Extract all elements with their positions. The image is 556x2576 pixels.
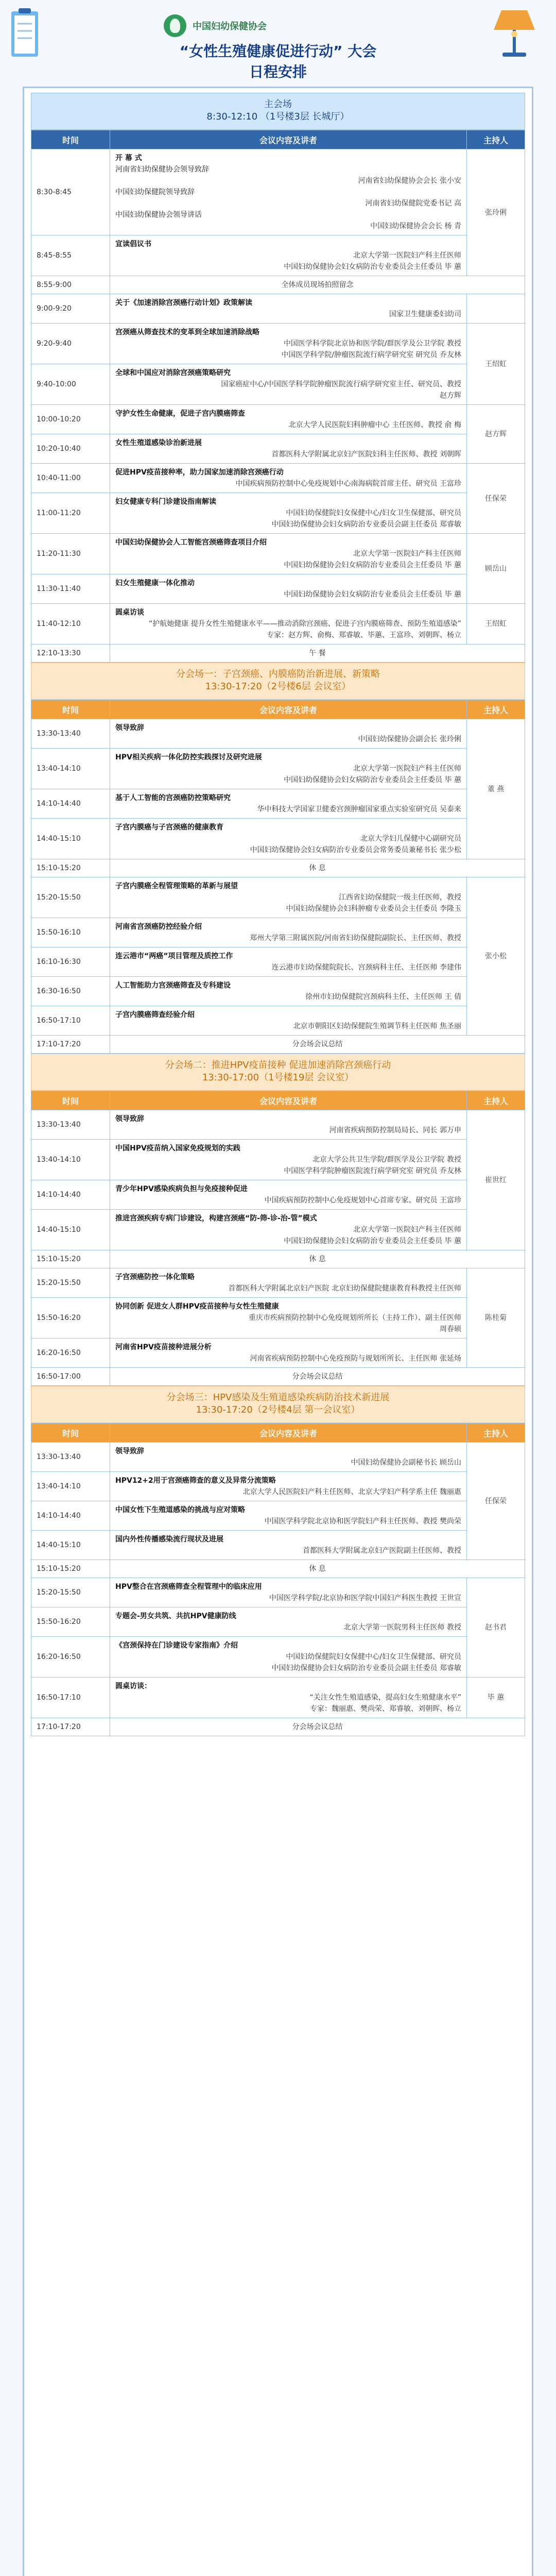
main-forum-info: 8:30-12:10 （1号楼3层 长城厅）	[206, 111, 350, 122]
table-header-row	[31, 130, 525, 149]
speaker-line: 国家卫生健康委妇幼司	[389, 310, 461, 318]
speaker-line: 中国医学科学院北京协和医学院妇产科主任医师、教授 樊尚荣	[264, 1517, 461, 1526]
session-time: 15:50-16:20	[31, 1607, 110, 1637]
speaker-line: 中国妇幼保健协会妇女病防治专业委员会主任委员 毕 蕙	[284, 590, 461, 599]
speaker-line: 首都医科大学附属北京妇产医院副主任医师、教授	[303, 1547, 461, 1555]
session-topic: 领导致辞	[115, 1115, 144, 1123]
table-row	[31, 276, 525, 294]
session-content	[110, 324, 467, 364]
session-time: 13:40-14:10	[31, 749, 110, 789]
session-content	[110, 1718, 525, 1736]
session-time: 13:40-14:10	[31, 1472, 110, 1501]
session-topic: 中国妇幼保健协会人工智能宫颈癌筛查项目介绍	[115, 538, 267, 547]
table-row	[31, 493, 525, 534]
table-row	[31, 719, 525, 749]
sub-forum-1-title: 分会场一：子宫颈癌、内膜癌防治新进展、新策略	[176, 669, 380, 680]
session-topic: 女性生殖道感染诊治新进展	[115, 439, 202, 447]
table-row	[31, 1180, 525, 1210]
session-host: 张小松	[467, 877, 525, 1036]
session-content	[110, 405, 467, 434]
session-content	[110, 534, 467, 574]
sub-forum-1-rows	[31, 719, 525, 1054]
session-host: 张玲俐	[467, 149, 525, 276]
speaker-line: 中国妇幼保健协会会长 杨 青	[370, 222, 461, 230]
col-host: 主持人	[467, 1423, 525, 1443]
table-row	[31, 1443, 525, 1472]
main-forum-header	[31, 93, 525, 130]
session-topic: 宫颈癌从筛查技术的变革到全球加速消除战略	[115, 328, 259, 336]
main-forum-table	[31, 130, 525, 663]
session-content	[110, 947, 467, 977]
session-content	[110, 604, 467, 645]
session-topic: 专题会-男女共筑、共抗HPV健康防线	[115, 1612, 236, 1620]
speaker-line: 中国妇幼保健协会妇女病防治专业委员会主任委员 毕 蕙	[284, 776, 461, 784]
session-topic: 守护女性生命健康，促进子宫内膜癌筛查	[115, 410, 245, 418]
speaker-line: 周春硕	[440, 1325, 461, 1333]
session-content	[110, 1268, 467, 1298]
speaker-line: 北京大学公共卫生学院/群医学及公卫学院 教授	[312, 1156, 461, 1164]
speaker-line: 中国疾病预防控制中心免疫规划中心南海病院首席主任、研究员 王富珍	[235, 480, 461, 488]
session-content	[110, 1006, 467, 1036]
session-time: 9:20-9:40	[31, 324, 110, 364]
speaker-line: “护航她健康 提升女性生殖健康水平——推动消除宫颈癌、促进子宫内膜癌筛查、预防生殖道感染”	[149, 620, 461, 628]
table-row	[31, 324, 525, 364]
session-host: 任保荣	[467, 464, 525, 534]
session-note: 休 息	[309, 1565, 326, 1573]
session-topic: 圆桌访谈：	[115, 1682, 151, 1690]
session-host: 董 燕	[467, 719, 525, 859]
session-topic: 妇女健康专科门诊建设指南解读	[115, 498, 216, 506]
speaker-line: 中国疾病预防控制中心免疫规划中心首席专家、研究员 王富珍	[264, 1196, 461, 1205]
table-row	[31, 574, 525, 604]
speaker-line: 北京大学第一医院妇产科主任医师	[353, 550, 461, 558]
table-row	[31, 1472, 525, 1501]
table-row	[31, 1250, 525, 1268]
session-time: 16:50-17:00	[31, 1368, 110, 1386]
col-content: 会议内容及讲者	[110, 700, 467, 719]
table-row	[31, 149, 525, 235]
desk-lamp-icon	[486, 5, 548, 62]
session-content	[110, 977, 467, 1006]
table-row	[31, 1718, 525, 1736]
speaker-line: 重庆市疾病预防控制中心免疫规划所所长（主持工作）、副主任医师	[249, 1314, 461, 1322]
speaker-line: 北京大学妇儿保健中心副研究员	[360, 835, 461, 843]
session-content	[110, 1368, 525, 1386]
session-topic: 宣读倡议书	[115, 240, 151, 248]
session-time: 15:50-16:20	[31, 1298, 110, 1338]
sub-forum-3-table	[31, 1423, 525, 1736]
session-host: 王绍虹	[467, 604, 525, 645]
session-time: 13:30-13:40	[31, 1110, 110, 1140]
session-content	[110, 749, 467, 789]
table-row	[31, 1607, 525, 1637]
session-time: 13:30-13:40	[31, 1443, 110, 1472]
sub-forum-2-table	[31, 1091, 525, 1386]
speaker-line: 首都医科大学附属北京妇产医院妇科主任医师、教授 刘朝晖	[271, 450, 461, 459]
session-content	[110, 434, 467, 464]
table-row	[31, 364, 525, 405]
table-row	[31, 918, 525, 947]
session-time: 13:30-13:40	[31, 719, 110, 749]
session-time: 10:20-10:40	[31, 434, 110, 464]
session-topic: 开 幕 式	[115, 154, 142, 162]
session-content	[110, 1298, 467, 1338]
session-time: 14:40-15:10	[31, 1531, 110, 1560]
col-time: 时间	[31, 1423, 110, 1443]
speaker-line: 郑州大学第三附属医院/河南省妇幼保健院副院长、主任医师、教授	[250, 934, 461, 942]
page-title: “女性生殖健康促进行动” 大会	[179, 43, 377, 60]
table-row	[31, 1531, 525, 1560]
session-topic: 中国女性下生殖道感染的挑战与应对策略	[115, 1506, 245, 1514]
session-topic: 青少年HPV感染疾病负担与免疫接种促进	[115, 1185, 248, 1193]
table-row	[31, 1501, 525, 1531]
col-content: 会议内容及讲者	[110, 1091, 467, 1110]
speaker-line: 专家：魏丽惠、樊尚荣、郑睿敏、刘朝晖、杨立	[310, 1705, 461, 1713]
table-row	[31, 1368, 525, 1386]
sub-forum-3-info: 13:30-17:20（2号楼4层 第一会议室）	[196, 1404, 360, 1415]
session-time: 10:40-11:00	[31, 464, 110, 493]
table-row	[31, 645, 525, 663]
session-content	[110, 1677, 467, 1718]
speaker-line: 北京大学第一医院妇产科主任医师	[353, 1226, 461, 1234]
session-time: 15:50-16:10	[31, 918, 110, 947]
sub-forum-3-rows	[31, 1443, 525, 1736]
speaker-line: 连云港市妇幼保健院院长、宫颈病科主任、主任医师 李建伟	[271, 963, 461, 972]
session-time: 14:10-14:40	[31, 1501, 110, 1531]
session-topic: 推进宫颈疾病专病门诊建设，构建宫颈癌“防-筛-诊-治-管”模式	[115, 1214, 317, 1223]
speaker-line: 河南省妇幼保健协会领导致辞	[115, 165, 209, 174]
session-topic: HPV相关疾病一体化防控实践探讨及研究进展	[115, 753, 262, 761]
table-row	[31, 1110, 525, 1140]
header	[0, 0, 556, 80]
speaker-line: 国家癌症中心/中国医学科学院肿瘤医院流行病学研究室主任、研究员、教授	[221, 380, 461, 388]
session-topic: 连云港市“两癌”项目管理及质控工作	[115, 952, 233, 960]
org-name: 中国妇幼保健协会	[193, 21, 267, 32]
session-note: 午 餐	[309, 649, 326, 657]
speaker-line: 中国妇幼保健协会妇女病防治专业委员会常务委员兼秘书长 张少松	[250, 846, 461, 854]
sub-forum-1-info: 13:30-17:20（2号楼6层 会议室）	[205, 681, 351, 692]
session-content	[110, 859, 525, 877]
speaker-line: 中国妇幼保健院妇女保健中心/妇女卫生保健部、研究员	[286, 1653, 461, 1661]
col-time: 时间	[31, 1091, 110, 1110]
table-row	[31, 859, 525, 877]
session-topic: 国内外性传播感染流行现状及进展	[115, 1535, 223, 1544]
sub-forum-3-title: 分会场三：HPV感染及生殖道感染疾病防治技术新进展	[166, 1392, 390, 1403]
speaker-line: 河南省疾病预防控制局局长、同长 郭万申	[329, 1126, 461, 1134]
session-topic: 基于人工智能的宫颈癌防控策略研究	[115, 794, 231, 802]
session-time: 11:40-12:10	[31, 604, 110, 645]
speaker-line: 专家：赵方辉、俞梅、郑睿敏、毕蕙、王富珍、刘朝晖、杨立	[267, 631, 461, 639]
main-forum-rows	[31, 149, 525, 663]
speaker-line: 中国妇幼保健协会妇女病防治专业委员会主任委员 毕 蕙	[284, 263, 461, 271]
session-host: 顾岳山	[467, 534, 525, 604]
session-content	[110, 1501, 467, 1531]
session-time: 8:55-9:00	[31, 276, 110, 294]
table-row	[31, 947, 525, 977]
speaker-line: 中国妇幼保健协会妇女病防治专业委员会主任委员 毕 蕙	[284, 1237, 461, 1245]
session-time: 16:30-16:50	[31, 977, 110, 1006]
schedule-content	[31, 93, 525, 2576]
session-host: 崔世红	[467, 1110, 525, 1250]
col-time: 时间	[31, 130, 110, 149]
col-host: 主持人	[467, 1091, 525, 1110]
session-content	[110, 1140, 467, 1180]
session-content	[110, 464, 467, 493]
session-note: 全体成员现场拍照留念	[281, 281, 354, 289]
table-header-row	[31, 1091, 525, 1110]
sub-forum-1-header	[31, 663, 525, 700]
speaker-line: 北京大学第一医院妇产科主任医师	[353, 251, 461, 260]
session-content	[110, 819, 467, 859]
session-topic: 《宫颈保持在门诊建设专家指南》介绍	[115, 1641, 238, 1650]
table-row	[31, 1298, 525, 1338]
speaker-line: 河南省妇幼保健协会会长 张小安	[358, 177, 461, 185]
speaker-line: 中国妇幼保健协会副会长 张玲俐	[358, 735, 461, 743]
col-host: 主持人	[467, 130, 525, 149]
speaker-line: 中国妇幼保健协会妇女病防治专业委员会副主任委员 郑睿敏	[271, 520, 461, 529]
speaker-line: 徐州市妇幼保健院宫颈病科主任、主任医师 王 倩	[305, 993, 461, 1001]
session-time: 8:30-8:45	[31, 149, 110, 235]
session-topic: 全球和中国应对消除宫颈癌策略研究	[115, 369, 231, 377]
session-content	[110, 276, 525, 294]
table-row	[31, 235, 525, 276]
session-time: 13:40-14:10	[31, 1140, 110, 1180]
session-host: 王绍虹	[467, 324, 525, 405]
session-time: 11:20-11:30	[31, 534, 110, 574]
session-host: 赵书君	[467, 1578, 525, 1677]
table-row	[31, 819, 525, 859]
table-row	[31, 534, 525, 574]
table-row	[31, 294, 525, 324]
session-topic: HPV整合在宫颈癌筛查全程管理中的临床应用	[115, 1583, 262, 1591]
session-content	[110, 1578, 467, 1607]
session-time: 16:20-16:50	[31, 1637, 110, 1677]
session-content	[110, 574, 467, 604]
session-time: 15:10-15:20	[31, 1560, 110, 1578]
session-topic: 河南省HPV疫苗接种进展分析	[115, 1343, 212, 1351]
speaker-line: 中国医学科学院北京协和医学院/群医学及公卫学院 教授	[283, 340, 461, 348]
speaker-line: 中国妇幼保健协会妇女病防治专业委员会副主任委员 郑睿敏	[271, 1664, 461, 1672]
speaker-line: 北京大学人民医院妇科肿瘤中心 主任医师、教授 俞 梅	[288, 421, 461, 429]
session-content	[110, 1036, 525, 1054]
session-topic: 子宫内膜癌筛查经验介绍	[115, 1011, 195, 1019]
session-topic: 子宫内膜癌全程管理策略的革新与展望	[115, 882, 238, 890]
table-row	[31, 877, 525, 918]
speaker-line: 中国妇幼保健院领导致辞	[115, 188, 195, 196]
table-row	[31, 1036, 525, 1054]
session-content	[110, 493, 467, 534]
session-content	[110, 719, 467, 749]
session-content	[110, 645, 525, 663]
session-content	[110, 918, 467, 947]
session-time: 15:20-15:50	[31, 1268, 110, 1298]
session-time: 8:45-8:55	[31, 235, 110, 276]
col-content: 会议内容及讲者	[110, 130, 467, 149]
speaker-line: 河南省妇幼保健院党委书记 高	[365, 199, 461, 208]
session-time: 10:00-10:20	[31, 405, 110, 434]
speaker-line: 北京大学第一医院妇产科主任医师	[353, 765, 461, 773]
session-topic: 中国HPV疫苗纳入国家免疫规划的实践	[115, 1144, 240, 1153]
session-topic: HPV12+2用于宫颈癌筛查的意义及异常分流策略	[115, 1477, 276, 1485]
sub-forum-3-header	[31, 1386, 525, 1423]
session-content	[110, 1607, 467, 1637]
session-topic: 子宫颈癌防控一体化策略	[115, 1273, 195, 1281]
speaker-line: 赵方辉	[440, 392, 461, 400]
speaker-line: “关注女性生殖道感染，提高妇女生殖健康水平”	[309, 1693, 461, 1702]
session-note: 休 息	[309, 864, 326, 872]
session-topic: 子宫内膜癌与子宫颈癌的健康教育	[115, 823, 223, 832]
session-time: 14:40-15:10	[31, 1210, 110, 1250]
speaker-line: 华中科技大学国家卫健委宫颈肿瘤国家重点实验室研究员 吴泰来	[257, 805, 461, 814]
table-row	[31, 977, 525, 1006]
session-content	[110, 877, 467, 918]
session-content	[110, 1110, 467, 1140]
col-content: 会议内容及讲者	[110, 1423, 467, 1443]
sub-forum-2-rows	[31, 1110, 525, 1386]
table-row	[31, 1637, 525, 1677]
session-content	[110, 1180, 467, 1210]
speaker-line: 中国妇幼保健协会妇科肿瘤专业委员会主任委员 李隆玉	[286, 905, 461, 913]
session-content	[110, 1560, 525, 1578]
session-content	[110, 1443, 467, 1472]
speaker-line: 中国医学科学院肿瘤医院流行病学研究室 研究员 乔友林	[284, 1167, 461, 1175]
session-time: 11:30-11:40	[31, 574, 110, 604]
session-content	[110, 235, 467, 276]
session-time: 15:20-15:50	[31, 877, 110, 918]
session-topic: 河南省宫颈癌防控经验介绍	[115, 923, 202, 931]
table-row	[31, 1006, 525, 1036]
sub-forum-2-title: 分会场二：推进HPV疫苗接种 促进加速消除宫颈癌行动	[165, 1060, 391, 1071]
session-topic: 人工智能助力宫颈癌筛查及专科建设	[115, 981, 231, 990]
session-content	[110, 1338, 467, 1368]
speaker-line: 北京大学人民医院妇产科主任医师、北京大学妇产科学系主任 魏丽惠	[242, 1488, 461, 1496]
session-topic: 关于《加速消除宫颈癌行动计划》政策解读	[115, 299, 252, 307]
table-row	[31, 789, 525, 819]
session-content	[110, 1531, 467, 1560]
session-host: 毕 蕙	[467, 1677, 525, 1718]
session-host: 任保荣	[467, 1443, 525, 1560]
table-row	[31, 405, 525, 434]
session-topic: 圆桌访谈	[115, 608, 144, 617]
session-host: 赵方辉	[467, 405, 525, 464]
sub-forum-2-info: 13:30-17:00（1号楼19层 会议室）	[202, 1072, 354, 1083]
session-topic: 领导致辞	[115, 1447, 144, 1455]
session-host: 陈桂菊	[467, 1268, 525, 1368]
session-content	[110, 364, 467, 405]
speaker-line: 中国妇幼保健院妇女保健中心/妇女卫生保健部、研究员	[286, 509, 461, 517]
session-content	[110, 1210, 467, 1250]
session-topic: 促进HPV疫苗接种率，助力国家加速消除宫颈癌行动	[115, 468, 284, 477]
session-content	[110, 1472, 467, 1501]
table-row	[31, 1268, 525, 1298]
logo-mark-icon	[164, 14, 186, 37]
session-time: 9:00-9:20	[31, 294, 110, 324]
session-content	[110, 1637, 467, 1677]
session-time: 17:10-17:20	[31, 1718, 110, 1736]
speaker-line: 首都医科大学附属北京妇产医院 北京妇幼保健院健康教育科教授主任医师	[228, 1284, 461, 1293]
speaker-line: 中国医学科学院/肿瘤医院流行病学研究室 研究员 乔友林	[281, 351, 461, 359]
session-content	[110, 1250, 525, 1268]
speaker-line: 中国妇幼保健协会领导讲话	[115, 211, 202, 219]
sub-forum-2-header	[31, 1054, 525, 1091]
table-row	[31, 1677, 525, 1718]
session-time: 16:20-16:50	[31, 1338, 110, 1368]
speaker-line: 江西省妇幼保健院一级主任医师，教授	[339, 893, 461, 902]
col-host: 主持人	[467, 700, 525, 719]
session-topic: 领导致辞	[115, 724, 144, 732]
session-note: 休 息	[309, 1255, 326, 1263]
speaker-line: 河南省疾病预防控制中心免疫预防与规划所所长、主任医师 张延炀	[250, 1354, 461, 1363]
session-time: 9:40-10:00	[31, 364, 110, 405]
session-note: 分会场会议总结	[292, 1372, 343, 1381]
table-row	[31, 464, 525, 493]
table-row	[31, 1560, 525, 1578]
session-note: 分会场会议总结	[292, 1723, 343, 1731]
speaker-line: 中国医学科学院/北京协和医学院中国妇产科医生教授 王世宣	[269, 1594, 461, 1602]
session-time: 17:10-17:20	[31, 1036, 110, 1054]
speaker-line: 北京大学第一医院男科主任医师 教授	[343, 1623, 461, 1632]
session-host	[467, 294, 525, 324]
table-row	[31, 1578, 525, 1607]
session-time: 11:00-11:20	[31, 493, 110, 534]
session-time: 12:10-13:30	[31, 645, 110, 663]
table-row	[31, 1210, 525, 1250]
session-time: 15:10-15:20	[31, 859, 110, 877]
speaker-line: 中国妇幼保健协会妇女病防治专业委员会主任委员 毕 蕙	[284, 561, 461, 569]
main-forum-title: 主会场	[264, 99, 292, 110]
session-time: 14:10-14:40	[31, 1180, 110, 1210]
table-header-row	[31, 700, 525, 719]
session-content	[110, 294, 467, 324]
session-time: 15:10-15:20	[31, 1250, 110, 1268]
session-content	[110, 149, 467, 235]
col-time: 时间	[31, 700, 110, 719]
session-time: 14:10-14:40	[31, 789, 110, 819]
session-topic: 协同创新 促进女人群HPV疫苗接种与女性生殖健康	[115, 1302, 279, 1311]
session-time: 14:40-15:10	[31, 819, 110, 859]
table-row	[31, 434, 525, 464]
speaker-line: 北京市朝阳区妇幼保健院生殖调节科主任医师 焦圣丽	[293, 1022, 461, 1030]
table-header-row	[31, 1423, 525, 1443]
session-content	[110, 789, 467, 819]
session-time: 16:10-16:30	[31, 947, 110, 977]
session-note: 分会场会议总结	[292, 1040, 343, 1048]
org-logo	[164, 14, 267, 37]
table-row	[31, 749, 525, 789]
session-time: 15:20-15:50	[31, 1578, 110, 1607]
table-row	[31, 1338, 525, 1368]
table-row	[31, 604, 525, 645]
sub-forum-1-table	[31, 700, 525, 1054]
session-time: 16:50-17:10	[31, 1677, 110, 1718]
session-time: 16:50-17:10	[31, 1006, 110, 1036]
speaker-line: 中国妇幼保健协会副秘书长 顾岳山	[351, 1459, 461, 1467]
table-row	[31, 1140, 525, 1180]
page-subtitle: 日程安排	[249, 63, 307, 80]
session-topic: 妇女生殖健康一体化推动	[115, 579, 195, 587]
